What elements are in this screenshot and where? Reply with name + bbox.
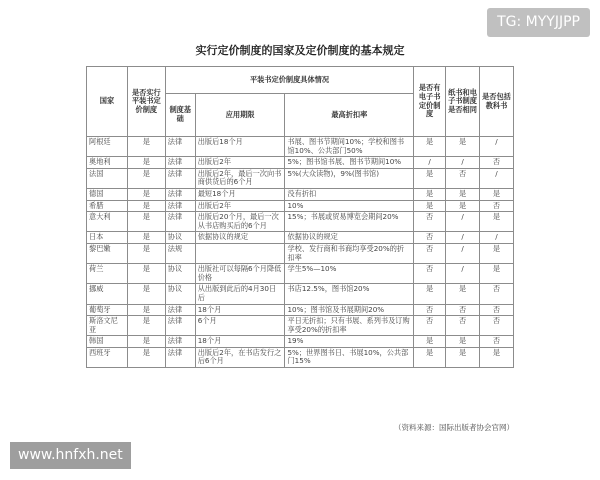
country-cell: 葡萄牙 bbox=[87, 304, 128, 316]
ebook-cell: 是 bbox=[414, 336, 446, 348]
country-cell: 荷兰 bbox=[87, 264, 128, 284]
country-cell: 希腊 bbox=[87, 200, 128, 212]
period-cell: 依据协议的规定 bbox=[195, 232, 285, 244]
discount-cell: 学校、发行商和书商均享受20%的折扣率 bbox=[285, 243, 414, 263]
basis-cell: 法律 bbox=[165, 212, 195, 232]
ebook-cell: 是 bbox=[414, 137, 446, 157]
country-cell: 奥地利 bbox=[87, 157, 128, 169]
ebook-cell: 否 bbox=[414, 232, 446, 244]
same-rules-cell: 是 bbox=[446, 200, 480, 212]
period-cell: 出版后20个月，最后一次从书店购买后的6个月 bbox=[195, 212, 285, 232]
country-cell: 日本 bbox=[87, 232, 128, 244]
discount-cell: 依据协议的规定 bbox=[285, 232, 414, 244]
period-cell: 6个月 bbox=[195, 316, 285, 336]
country-cell: 韩国 bbox=[87, 336, 128, 348]
basis-cell: 法律 bbox=[165, 200, 195, 212]
period-cell: 从出版到此后的4月30日后 bbox=[195, 284, 285, 304]
period-cell: 出版后2年 bbox=[195, 200, 285, 212]
same-rules-cell: 否 bbox=[446, 304, 480, 316]
basis-cell: 法律 bbox=[165, 168, 195, 188]
watermark-telegram: TG: MYYJJPP bbox=[487, 8, 590, 37]
textbook-cell: 是 bbox=[480, 212, 514, 232]
ebook-cell: 否 bbox=[414, 264, 446, 284]
table-row bbox=[87, 200, 514, 212]
country-cell: 德国 bbox=[87, 188, 128, 200]
textbook-cell: 否 bbox=[480, 200, 514, 212]
discount-cell: 平日无折扣；只有书展、系列书及订购享受20%的折扣率 bbox=[285, 316, 414, 336]
textbook-cell: 否 bbox=[480, 336, 514, 348]
table-row bbox=[87, 212, 514, 232]
watermark-site: www.hnfxh.net bbox=[10, 442, 131, 469]
same-rules-cell: 是 bbox=[446, 137, 480, 157]
table-row bbox=[87, 284, 514, 304]
header-period: 应用期限 bbox=[195, 94, 285, 137]
ebook-cell: 是 bbox=[414, 284, 446, 304]
country-cell: 阿根廷 bbox=[87, 137, 128, 157]
header-textbook: 是否包括教科书 bbox=[480, 67, 514, 137]
header-same-rules: 纸书和电子书制度是否相同 bbox=[446, 67, 480, 137]
flat-pricing-cell: 是 bbox=[127, 168, 165, 188]
ebook-cell: 是 bbox=[414, 347, 446, 367]
textbook-cell: 否 bbox=[480, 316, 514, 336]
same-rules-cell: 否 bbox=[446, 316, 480, 336]
flat-pricing-cell: 是 bbox=[127, 284, 165, 304]
basis-cell: 法律 bbox=[165, 347, 195, 367]
same-rules-cell: 是 bbox=[446, 188, 480, 200]
textbook-cell: 否 bbox=[480, 304, 514, 316]
country-cell: 斯洛文尼亚 bbox=[87, 316, 128, 336]
ebook-cell: 是 bbox=[414, 168, 446, 188]
textbook-cell: / bbox=[480, 168, 514, 188]
flat-pricing-cell: 是 bbox=[127, 347, 165, 367]
textbook-cell: 是 bbox=[480, 188, 514, 200]
basis-cell: 法律 bbox=[165, 137, 195, 157]
table-row bbox=[87, 168, 514, 188]
period-cell: 出版后2年，在书店发行之后6个月 bbox=[195, 347, 285, 367]
same-rules-cell: 是 bbox=[446, 347, 480, 367]
same-rules-cell: 是 bbox=[446, 336, 480, 348]
discount-cell: 学生5%—10% bbox=[285, 264, 414, 284]
same-rules-cell: / bbox=[446, 212, 480, 232]
same-rules-cell: / bbox=[446, 243, 480, 263]
header-max-discount: 最高折扣率 bbox=[285, 94, 414, 137]
ebook-cell: 是 bbox=[414, 188, 446, 200]
discount-cell: 没有折扣 bbox=[285, 188, 414, 200]
country-cell: 黎巴嫩 bbox=[87, 243, 128, 263]
ebook-cell: 是 bbox=[414, 200, 446, 212]
header-ebook-pricing: 是否有电子书定价制度 bbox=[414, 67, 446, 137]
header-basis: 制度基础 bbox=[165, 94, 195, 137]
basis-cell: 法律 bbox=[165, 304, 195, 316]
basis-cell: 协议 bbox=[165, 264, 195, 284]
flat-pricing-cell: 是 bbox=[127, 316, 165, 336]
period-cell: 出版社可以每隔6个月降低价格 bbox=[195, 264, 285, 284]
discount-cell: 5%；世界图书日、书展10%，公共部门15% bbox=[285, 347, 414, 367]
table-row bbox=[87, 188, 514, 200]
table-row bbox=[87, 347, 514, 367]
period-cell: 出版后2年，最后一次向书商供货后的6个月 bbox=[195, 168, 285, 188]
discount-cell: 15%；书展或贸易博览会期间20% bbox=[285, 212, 414, 232]
same-rules-cell: / bbox=[446, 264, 480, 284]
discount-cell: 10% bbox=[285, 200, 414, 212]
basis-cell: 协议 bbox=[165, 284, 195, 304]
basis-cell: 法律 bbox=[165, 188, 195, 200]
same-rules-cell: / bbox=[446, 232, 480, 244]
pricing-rules-table bbox=[86, 66, 514, 368]
period-cell: 18个月 bbox=[195, 304, 285, 316]
country-cell: 法国 bbox=[87, 168, 128, 188]
textbook-cell: 否 bbox=[480, 157, 514, 169]
header-has-flat-pricing: 是否实行平装书定价制度 bbox=[127, 67, 165, 137]
ebook-cell: 否 bbox=[414, 243, 446, 263]
header-country: 国家 bbox=[87, 67, 128, 137]
discount-cell: 5%(大众读物)，9%(图书馆) bbox=[285, 168, 414, 188]
period-cell bbox=[195, 243, 285, 263]
table-row bbox=[87, 243, 514, 263]
flat-pricing-cell: 是 bbox=[127, 264, 165, 284]
textbook-cell: 否 bbox=[480, 284, 514, 304]
basis-cell: 法律 bbox=[165, 157, 195, 169]
textbook-cell: / bbox=[480, 137, 514, 157]
discount-cell: 书店12.5%，图书馆20% bbox=[285, 284, 414, 304]
discount-cell: 书展、图书节期间10%；学校和图书馆10%、公共部门50% bbox=[285, 137, 414, 157]
ebook-cell: 否 bbox=[414, 304, 446, 316]
country-cell: 意大利 bbox=[87, 212, 128, 232]
header-row-1 bbox=[87, 67, 514, 94]
period-cell: 最短18个月 bbox=[195, 188, 285, 200]
table-row bbox=[87, 304, 514, 316]
flat-pricing-cell: 是 bbox=[127, 157, 165, 169]
table-row bbox=[87, 316, 514, 336]
flat-pricing-cell: 是 bbox=[127, 336, 165, 348]
table-body bbox=[87, 137, 514, 368]
table-row bbox=[87, 157, 514, 169]
flat-pricing-cell: 是 bbox=[127, 137, 165, 157]
same-rules-cell: / bbox=[446, 157, 480, 169]
header-flat-pricing-details: 平装书定价制度具体情况 bbox=[165, 67, 413, 94]
flat-pricing-cell: 是 bbox=[127, 212, 165, 232]
flat-pricing-cell: 是 bbox=[127, 188, 165, 200]
flat-pricing-cell: 是 bbox=[127, 304, 165, 316]
flat-pricing-cell: 是 bbox=[127, 200, 165, 212]
basis-cell: 法律 bbox=[165, 336, 195, 348]
flat-pricing-cell: 是 bbox=[127, 232, 165, 244]
basis-cell: 法律 bbox=[165, 316, 195, 336]
same-rules-cell: 是 bbox=[446, 284, 480, 304]
table-row bbox=[87, 137, 514, 157]
table-row bbox=[87, 232, 514, 244]
table-row bbox=[87, 336, 514, 348]
flat-pricing-cell: 是 bbox=[127, 243, 165, 263]
textbook-cell: / bbox=[480, 232, 514, 244]
textbook-cell: 是 bbox=[480, 243, 514, 263]
country-cell: 西班牙 bbox=[87, 347, 128, 367]
table-row bbox=[87, 264, 514, 284]
basis-cell: 法规 bbox=[165, 243, 195, 263]
basis-cell: 协议 bbox=[165, 232, 195, 244]
ebook-cell: / bbox=[414, 157, 446, 169]
period-cell: 出版后2年 bbox=[195, 157, 285, 169]
same-rules-cell: 否 bbox=[446, 168, 480, 188]
period-cell: 18个月 bbox=[195, 336, 285, 348]
country-cell: 挪威 bbox=[87, 284, 128, 304]
document-title: 实行定价制度的国家及定价制度的基本规定 bbox=[195, 44, 405, 57]
ebook-cell: 否 bbox=[414, 316, 446, 336]
textbook-cell: 是 bbox=[480, 264, 514, 284]
discount-cell: 5%；图书馆书展、图书节期间10% bbox=[285, 157, 414, 169]
source-note: （资料来源：国际出版者协会官网） bbox=[394, 423, 514, 432]
ebook-cell: 否 bbox=[414, 212, 446, 232]
discount-cell: 19% bbox=[285, 336, 414, 348]
discount-cell: 10%；图书馆及书展期间20% bbox=[285, 304, 414, 316]
period-cell: 出版后18个月 bbox=[195, 137, 285, 157]
textbook-cell: 是 bbox=[480, 347, 514, 367]
